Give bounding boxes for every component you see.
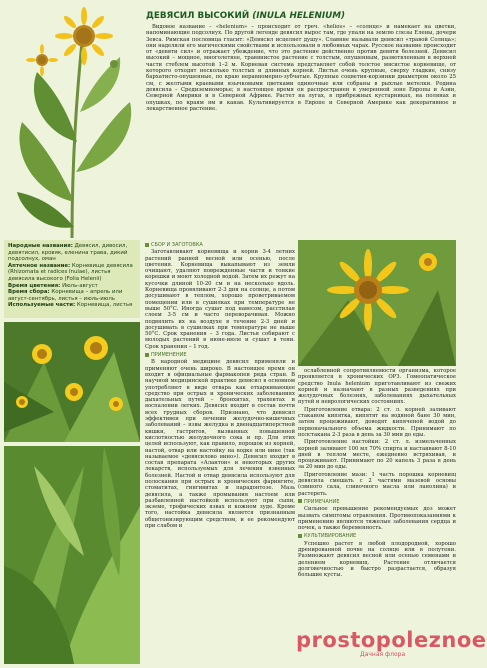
intro-paragraph: Видовое название – «helenium» – происходит от греч. «helios» – «солнце» и намекает на цветки, напоминающие подсолнух. По другой легенде девясил вырос там, где упали на землю слезы Елены, дочери Зевса. Римская пословица гласит: «Девясил исцеляет душу». Славяне называли девясил «травой Солнца»; они наделяли его магическими свойствами и использовали в любовных чарах. Русское название происходит от «девяти сил» и отражает убеждение, что это растение действенно против девяти болезней. Девясил высокий – мощное, многолетнее, травянистое растение с толстым, опушенным, разветвленным в верхней части стеблем высотой 1–2 м. Корневая система представляет собой толстое мясистое корневище, от которого отходят несколько толстых и длинных корней. Листья очень крупные, сверху гладкие, снизу бархатисто-опушенные, по краю неравномерно-зубчатые. Крупные соцветия-корзинки диаметром около 25 см, с желтыми краевыми язычковыми цветками одиночные или собраны в рыхлые метелки. Родина девясила – Средиземноморье; в настоящее время он распространен в умеренной зоне Европы и Азии, Северной Америки и в Северной Африке. Растет на лугах, в прибрежных кустарниках, на полянах и опушках, по краям ям и канав. Культивируется в Европе и Северной Америке как декоративное и лекарственное растение. <box>146 24 456 112</box>
intro-text <box>146 24 456 238</box>
bullet-square-icon <box>145 353 149 357</box>
collection-text: Заготавливают корневища и корни 3-4 летних растений ранней весной или осенью, после цветения. Корневища выкапывают из земли очищают, удаляют поврежденные части и тонкие корешки и моют холодной водой. Затем их режут на кусочки длиной 10-20 см и на несколько вдоль. Корневища провяливают 2-3 дня на солнце, а потом досушивают в теплом, хорошо проветриваемом помещении или в сушилках при температуре не выше 50°С. Иногда сушат под навесом, расстилая слоем 3-5 см и часто переворачивая. Можно подвялить их на воздухе в течение 2-3 дней и досушивать в сушилках при температуре не выше 50°С. Срок хранения – 3 года. Листья собирают с молодых растений в июне-июле и сушат в тени. Срок хранения – 1 год. <box>145 249 295 350</box>
bullet-square-icon <box>298 499 302 503</box>
flowering-time-label: Время цветения: <box>8 282 61 289</box>
collection-title-text: СБОР И ЗАГОТОВКА <box>151 242 203 248</box>
collection-section-title <box>145 242 295 248</box>
article-title <box>146 11 456 21</box>
used-parts-label: Используемые части: <box>8 302 76 309</box>
title-ru: ДЕВЯСИЛ ВЫСОКИЙ <box>146 11 250 21</box>
cultivation-title-text: КУЛЬТИВИРОВАНИЕ <box>304 533 357 540</box>
watermark-subtitle: Дачная флора <box>360 651 406 658</box>
used-parts-value: Корневища, листья <box>76 302 133 309</box>
warning-section-title <box>298 499 456 505</box>
decoction-recipe: Приготовление отвара: 2 ст. л. корней заливают стаканом кипятка, кипятят на водяной бане 30 мин, затем процеживают, доводят кипяченой водой до первоначального объема жидкости. Принимают по полстакана 2-3 раза в день за 30 мин до еды. <box>298 406 456 438</box>
cultivation-section-title <box>298 533 456 539</box>
title-latin: (INULA HELENIUM) <box>252 11 346 21</box>
bullet-square-icon <box>145 243 149 247</box>
cultivation-text: Успешно растет в любой плодородной, хорошо дренированной почве на солнце или в полутени. Размножают девясил весной или осенью семенами и делением корневищ. Растение отличается долговечностью и быстро разрастается, образуя большие кусты. <box>298 540 456 579</box>
leaves-photo <box>4 446 140 664</box>
flowers-photo <box>4 322 140 442</box>
watermark: prostopoleznoe <box>296 628 487 652</box>
collection-time-value: Корневища – апрель или август-сентябрь, листья – июль-июль <box>8 289 123 302</box>
right-text-intro: ослабленной сопротивляемости организма, которое проявляется в хронических ОРЗ. Гомеопатическое средство Inula helenium приготавливают из свежих корней и назначают в разных разведениях при желудочных болезнях, заболеваниях дыхательных путей и неврологических состояниях. <box>298 368 456 406</box>
info-box <box>4 240 140 318</box>
bullet-square-icon <box>298 534 302 538</box>
folk-names-value: Девясил, дивосил, девятисил, кровяк, еленина трава, дикий подсолнух, оман <box>8 243 128 263</box>
use-section-title <box>145 352 295 358</box>
botanical-illustration <box>2 2 142 238</box>
right-column <box>298 368 456 628</box>
folk-names-label: Народные названия: <box>8 243 73 249</box>
pharmacy-name-label: Аптечное название: <box>8 262 71 269</box>
ointment-recipe: Приготовление мази: 1 часть порошка корневищ девясила смешать с 2 частями мазевой основы (свиного сала, сливочного масла или ланолина) и растереть. <box>298 471 456 497</box>
warning-title-text: ПРИМЕЧАНИЕ <box>304 498 340 505</box>
tincture-recipe: Приготовление настойки: 2 ст. л. измельченных корней заливают 100 мл 70% спирта и настаивают 8-10 дней в теплом месте, ежедневно встряхивая, и процеживают. Принимают по 20 капель 3 раза в день за 20 мин до еды. <box>298 439 456 471</box>
use-text: В народной медицине девясил применяли и применяют очень широко. В настоящее время он входит в официальные фармакопеи ряда стран. В научной медицинской практике девясил в основном употребляют в виде отвара как отхаркивающее средство при острых и хронических заболеваниях дыхательных путей – бронхитах, трахеитах и воспалении легких. Девясил входит в состав почти всех грудных сборов. Признано, что девясил эффективен при лечении желудочно-кишечных заболеваний – язвы желудка и двенадцатиперстной кишки, гастритов, вызванных повышенной кислотностью желудочного сока и пр. Для этих целей используют, как правило, порошок из корней, настой, отвар или настойку на водке или вине (так называемое «девясилово вино»). Девясил входит в состав препарата «Алантон» и некоторых других лекарств, используемых для лечения язвенных болезней. Настой и отвар девясила используют для полоскания при острых и хронических фарингите, стоматитах, гингивитах и парадонтозе. Мазь девясила, а также промывания настоем или разбавленной настойкой используют при сыпи, экземе, трофических язвах и кожном зуде. Кроме того, настойка девясила является признанным общетонизирующим средством, и ее рекомендуют при слабом и <box>145 359 295 530</box>
flowering-time-value: Июль-август <box>62 282 98 289</box>
collection-time-label: Время сбора: <box>8 289 50 296</box>
pharmacy-name-value: Корневище девясила (Rhizomata et radices Inulae), листья девясила высокого (Folia Helenii) <box>8 262 133 282</box>
middle-column <box>145 240 295 664</box>
warning-text: Сильное превышение рекомендуемых доз может вызвать симптомы отравления. Противопоказаниями к применению являются тяжелые заболевания сердца и почек, а также беременность. <box>298 506 456 532</box>
use-title-text: ПРИМЕНЕНИЕ <box>151 352 187 359</box>
flower-closeup-photo <box>298 240 456 366</box>
